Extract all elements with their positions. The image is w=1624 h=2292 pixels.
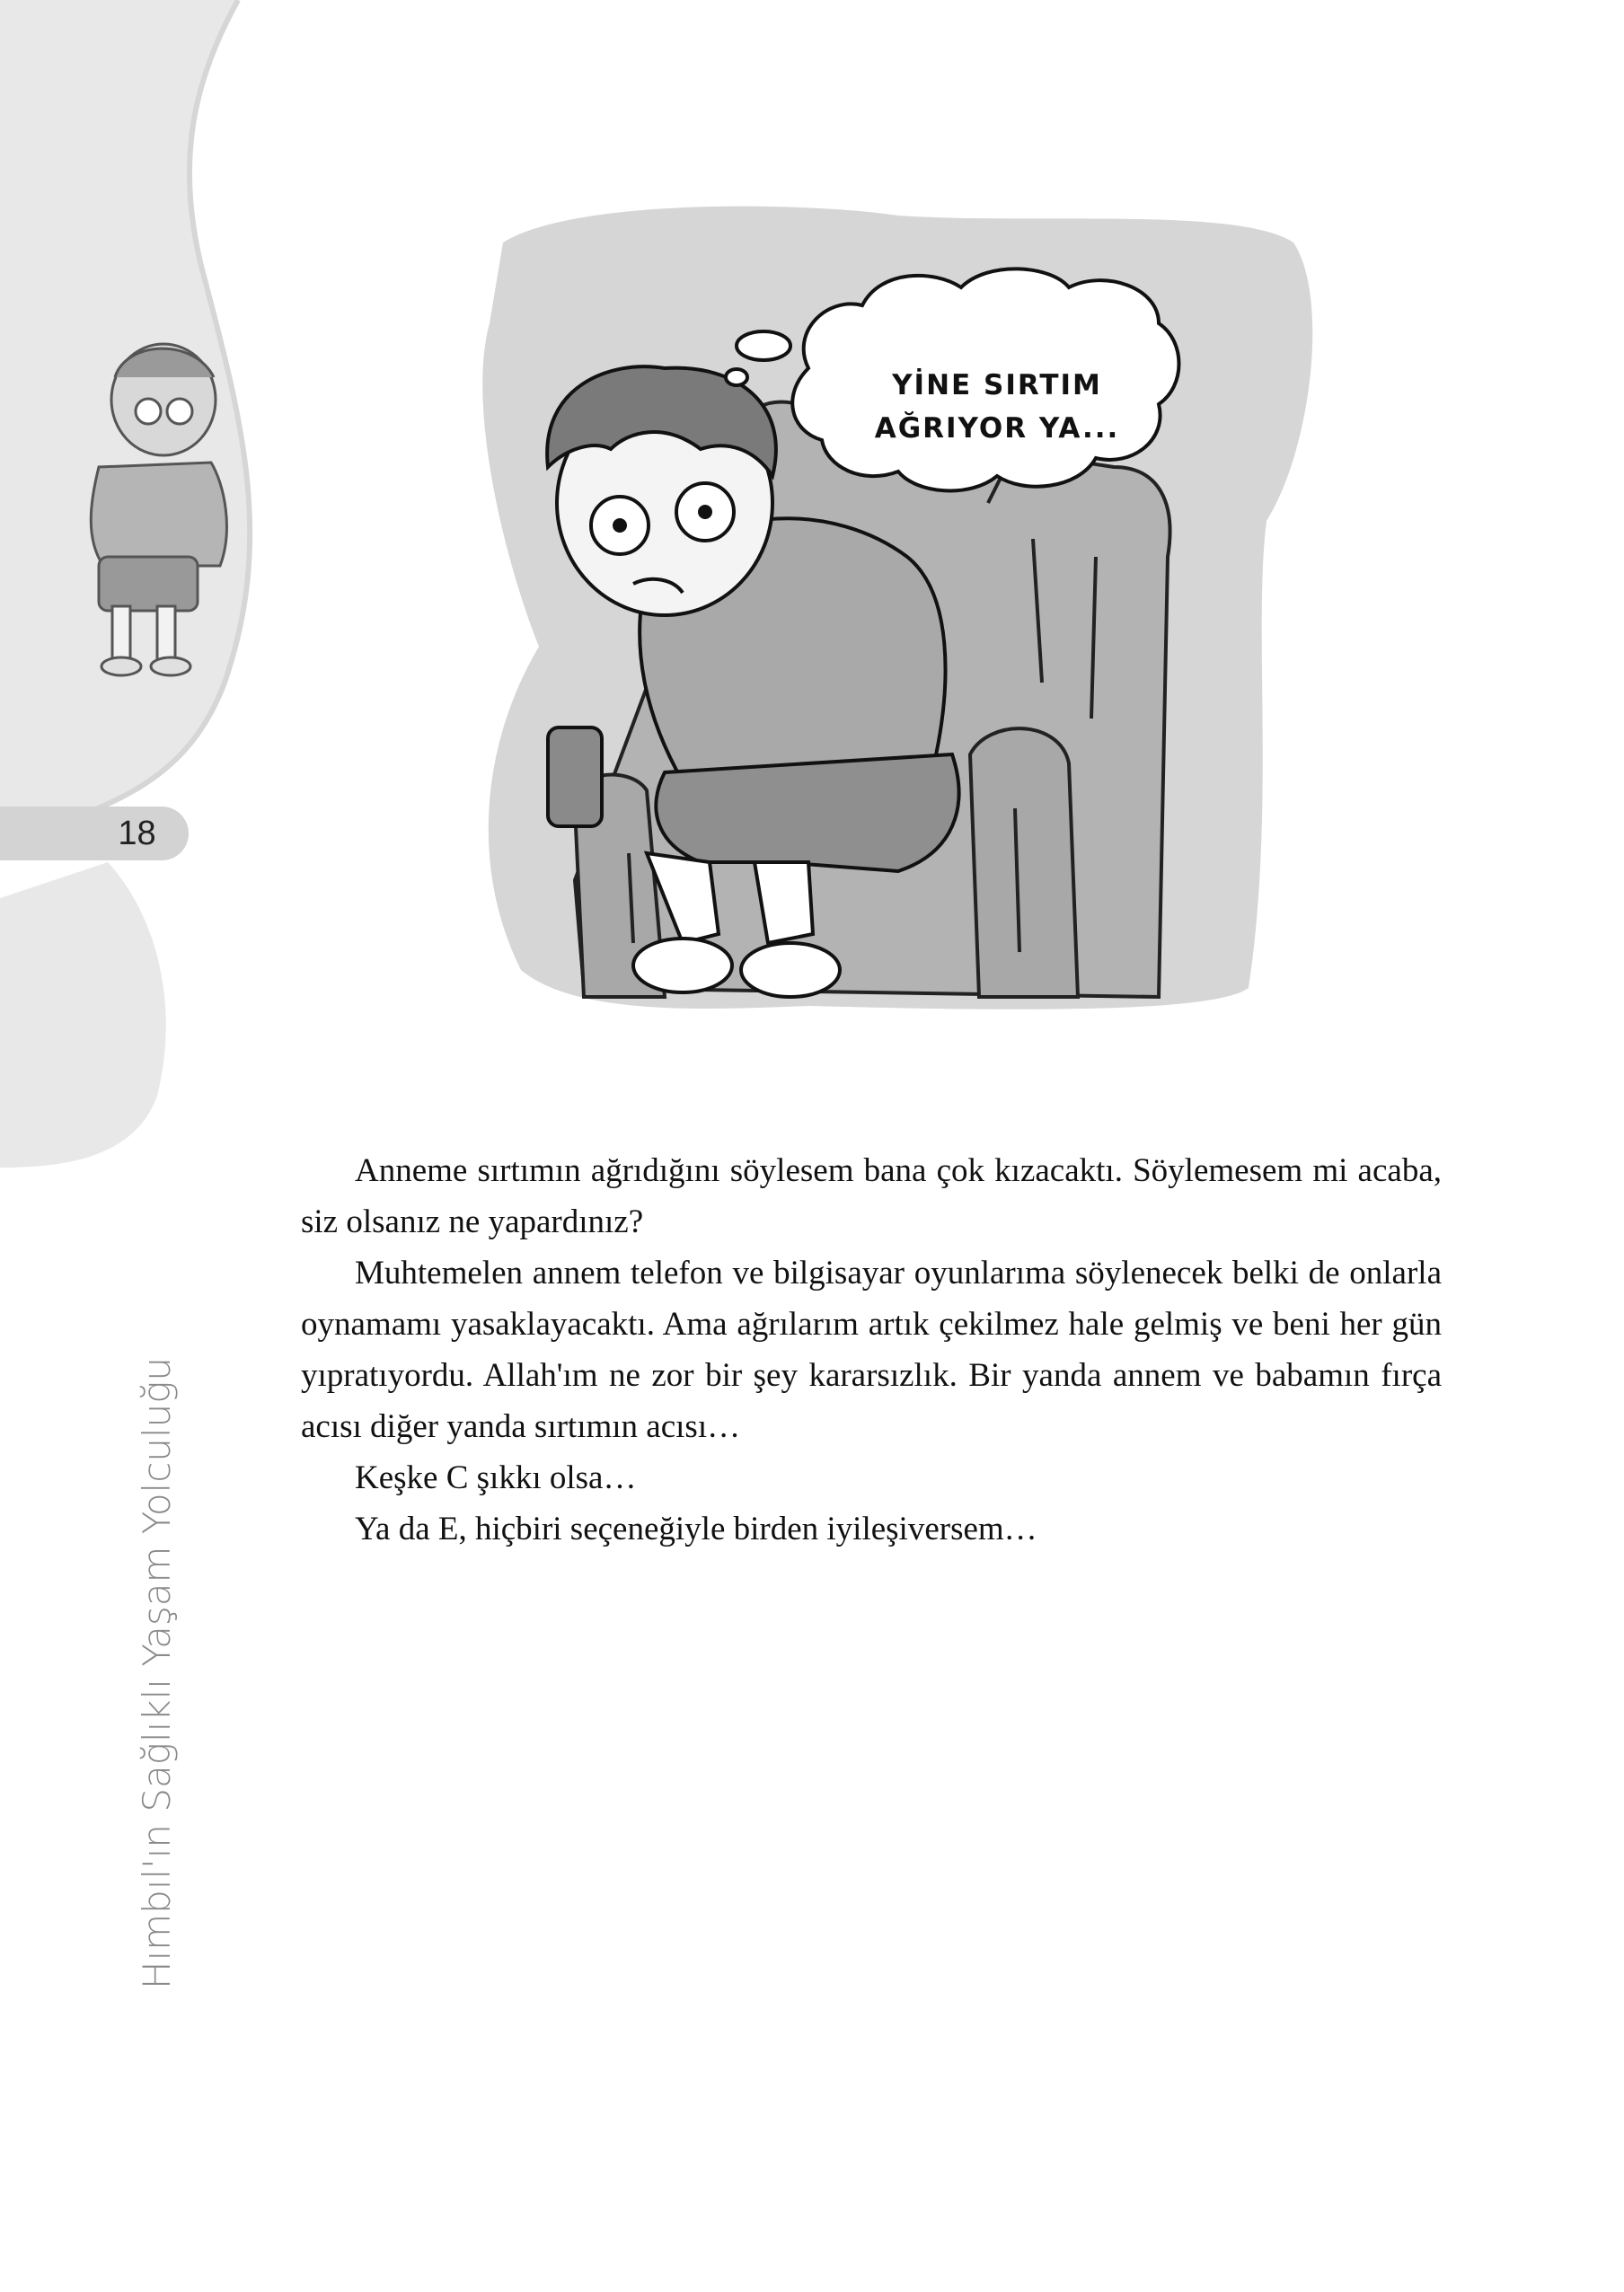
side-band-lower [0,862,166,1168]
thought-line-1: YİNE SIRTIM [892,369,1102,401]
paragraph-2: Muhtemelen annem telefon ve bilgisayar oyunlarıma söylenecek belki de onlarla oynamamı yasaklayacaktı. Ama ağrılarım artık çekilmez hale gelmiş ve beni her gün yıpratıyordu. Allah'ım ne zor bir şey kararsızlık. Bir yanda annem ve babamın fırça acısı diğer yanda sırtımın acısı… [301,1255,1442,1445]
paragraph-4: Ya da E, hiçbiri seçeneğiyle birden iyileşiversem… [355,1511,1037,1547]
story-text [301,1145,1442,1555]
thought-bubble-text [835,364,1159,450]
book-title-vertical: Hımbıl'ın Sağlıklı Yaşam Yolculuğu [135,1356,179,1989]
shorts [656,754,958,871]
thought-line-2: AĞRIYOR YA... [874,412,1120,445]
phone [548,727,602,826]
paragraph-1: Anneme sırtımın ağrıdığını söylesem bana çok kızacaktı. Söylemesem mi acaba, siz olsanız ne yapardınız? [301,1152,1442,1240]
paragraph-3: Keşke C şıkkı olsa… [355,1459,637,1496]
page-number: 18 [118,815,156,852]
